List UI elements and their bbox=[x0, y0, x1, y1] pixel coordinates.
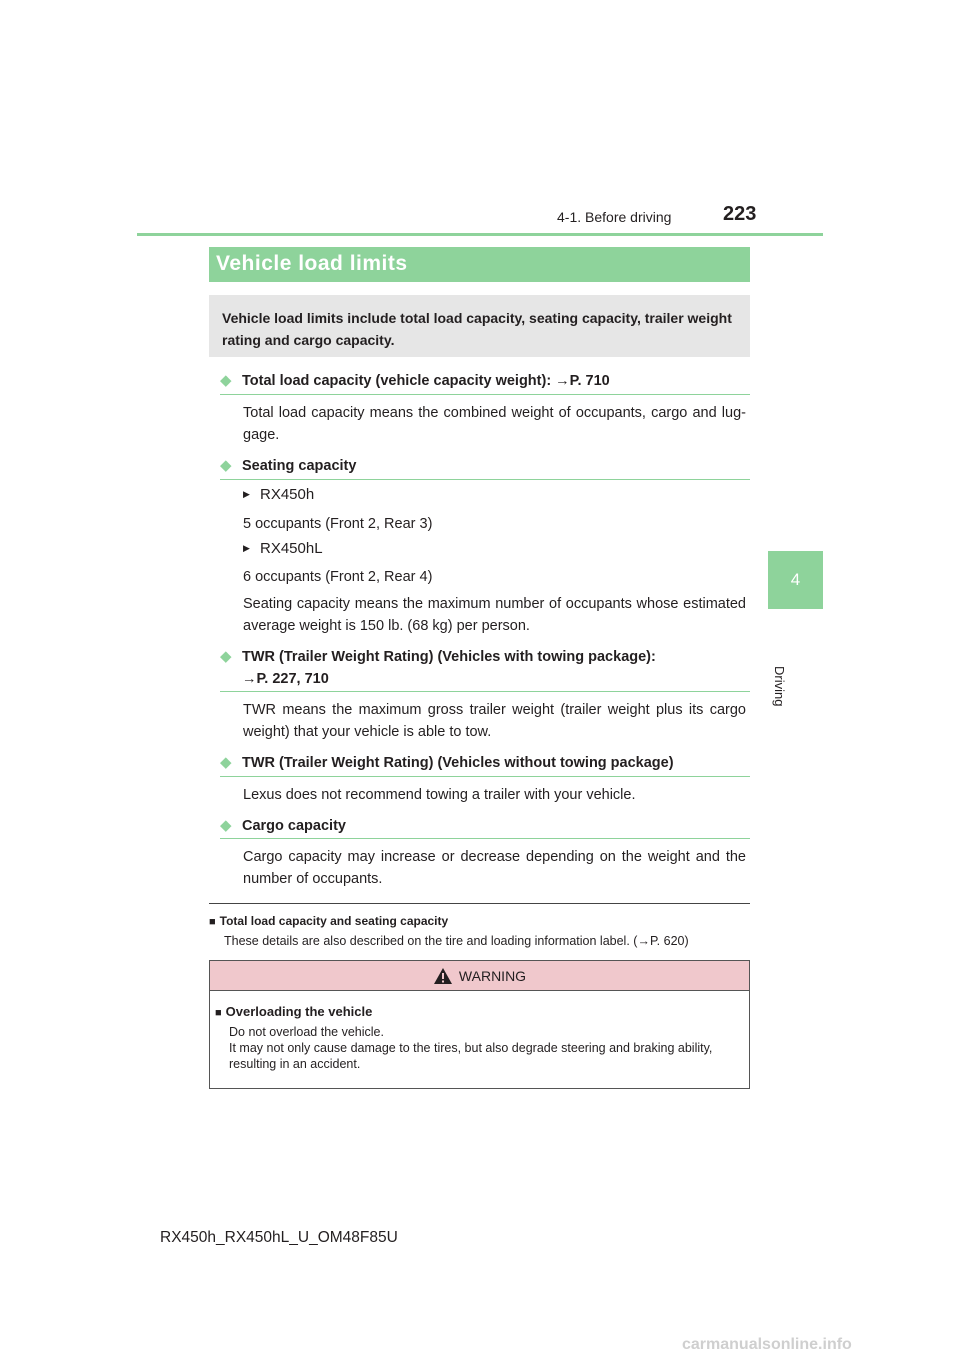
warning-body bbox=[229, 1024, 744, 1072]
section-heading-text: Seating capacity bbox=[242, 458, 357, 474]
model-bullet-rx450h bbox=[243, 486, 314, 503]
section-rule bbox=[220, 838, 750, 839]
seating-rx450hl-value: 6 occupants (Front 2, Rear 4) bbox=[243, 569, 433, 585]
header-divider bbox=[137, 233, 823, 236]
section-rule bbox=[220, 776, 750, 777]
warning-line-2: It may not only cause damage to the tires, but also degrade steering and braking ability, resulting in an accident. bbox=[229, 1041, 713, 1071]
section-heading-text: Total load capacity (vehicle capacity weight): →P. 710 bbox=[242, 373, 610, 389]
chapter-tab: 4 bbox=[768, 551, 823, 609]
model-name: RX450h bbox=[260, 486, 315, 503]
warning-triangle-icon bbox=[433, 967, 453, 985]
diamond-icon: ◆ bbox=[220, 817, 232, 834]
note-heading bbox=[209, 914, 448, 928]
watermark: carmanualsonline.info bbox=[682, 1336, 852, 1353]
triangle-right-icon: ▶ bbox=[243, 489, 250, 499]
diamond-icon: ◆ bbox=[220, 754, 232, 771]
document-code: RX450h_RX450hL_U_OM48F85U bbox=[160, 1229, 398, 1246]
chapter-label bbox=[768, 620, 823, 707]
cargo-body: Cargo capacity may increase or decrease depending on the weight and the number of occupants. bbox=[243, 849, 746, 887]
chapter-label-text: Driving bbox=[772, 666, 787, 707]
intro-text: Vehicle load limits include total load capacity, seating capacity, trailer weight rating and cargo capacity. bbox=[222, 310, 732, 348]
twr-without-body: Lexus does not recommend towing a trailer with your vehicle. bbox=[243, 787, 636, 803]
page-title: Vehicle load limits bbox=[216, 252, 408, 275]
page-number: 223 bbox=[723, 203, 757, 225]
twr-with-body: TWR means the maximum gross trailer weight (trailer weight plus its cargo weight) that your vehicle is able to tow. bbox=[243, 702, 746, 740]
section-rule bbox=[220, 479, 750, 480]
section-heading-text: Cargo capacity bbox=[242, 818, 346, 834]
warning-item-heading bbox=[215, 1004, 372, 1019]
section-heading-ref: →P. 227, 710 bbox=[242, 671, 329, 687]
total-load-body: Total load capacity means the combined weight of occupants, cargo and lug- gage. bbox=[243, 405, 746, 443]
section-heading-text: TWR (Trailer Weight Rating) (Vehicles with towing package): bbox=[242, 649, 656, 665]
section-heading-twr-without bbox=[220, 752, 750, 774]
note-heading-text: Total load capacity and seating capacity bbox=[219, 914, 449, 928]
square-bullet-icon: ■ bbox=[209, 916, 216, 928]
section-heading-cargo bbox=[220, 815, 750, 837]
triangle-right-icon: ▶ bbox=[243, 543, 250, 553]
diamond-icon: ◆ bbox=[220, 648, 232, 665]
section-heading-text: TWR (Trailer Weight Rating) (Vehicles without towing package) bbox=[242, 755, 674, 771]
square-bullet-icon: ■ bbox=[215, 1007, 222, 1019]
model-name: RX450hL bbox=[260, 540, 323, 557]
section-breadcrumb: 4-1. Before driving bbox=[557, 209, 672, 225]
warning-line-1: Do not overload the vehicle. bbox=[229, 1025, 384, 1039]
note-separator bbox=[209, 903, 750, 904]
seating-rx450h-value: 5 occupants (Front 2, Rear 3) bbox=[243, 516, 433, 532]
model-bullet-rx450hl bbox=[243, 540, 323, 557]
diamond-icon: ◆ bbox=[220, 457, 232, 474]
section-rule bbox=[220, 394, 750, 395]
section-heading-total-load bbox=[220, 370, 750, 392]
section-rule bbox=[220, 691, 750, 692]
diamond-icon: ◆ bbox=[220, 372, 232, 389]
section-heading-twr-with bbox=[220, 646, 750, 690]
seating-body: Seating capacity means the maximum number of occupants whose estimated average weight is 150 lb. (68 kg) per person. bbox=[243, 596, 746, 634]
warning-label: WARNING bbox=[458, 967, 527, 984]
warning-item-heading-text: Overloading the vehicle bbox=[225, 1004, 373, 1019]
note-body: These details are also described on the tire and loading information label. (→P. 620) bbox=[224, 934, 689, 948]
section-heading-seating bbox=[220, 455, 750, 477]
warning-header bbox=[210, 961, 749, 991]
